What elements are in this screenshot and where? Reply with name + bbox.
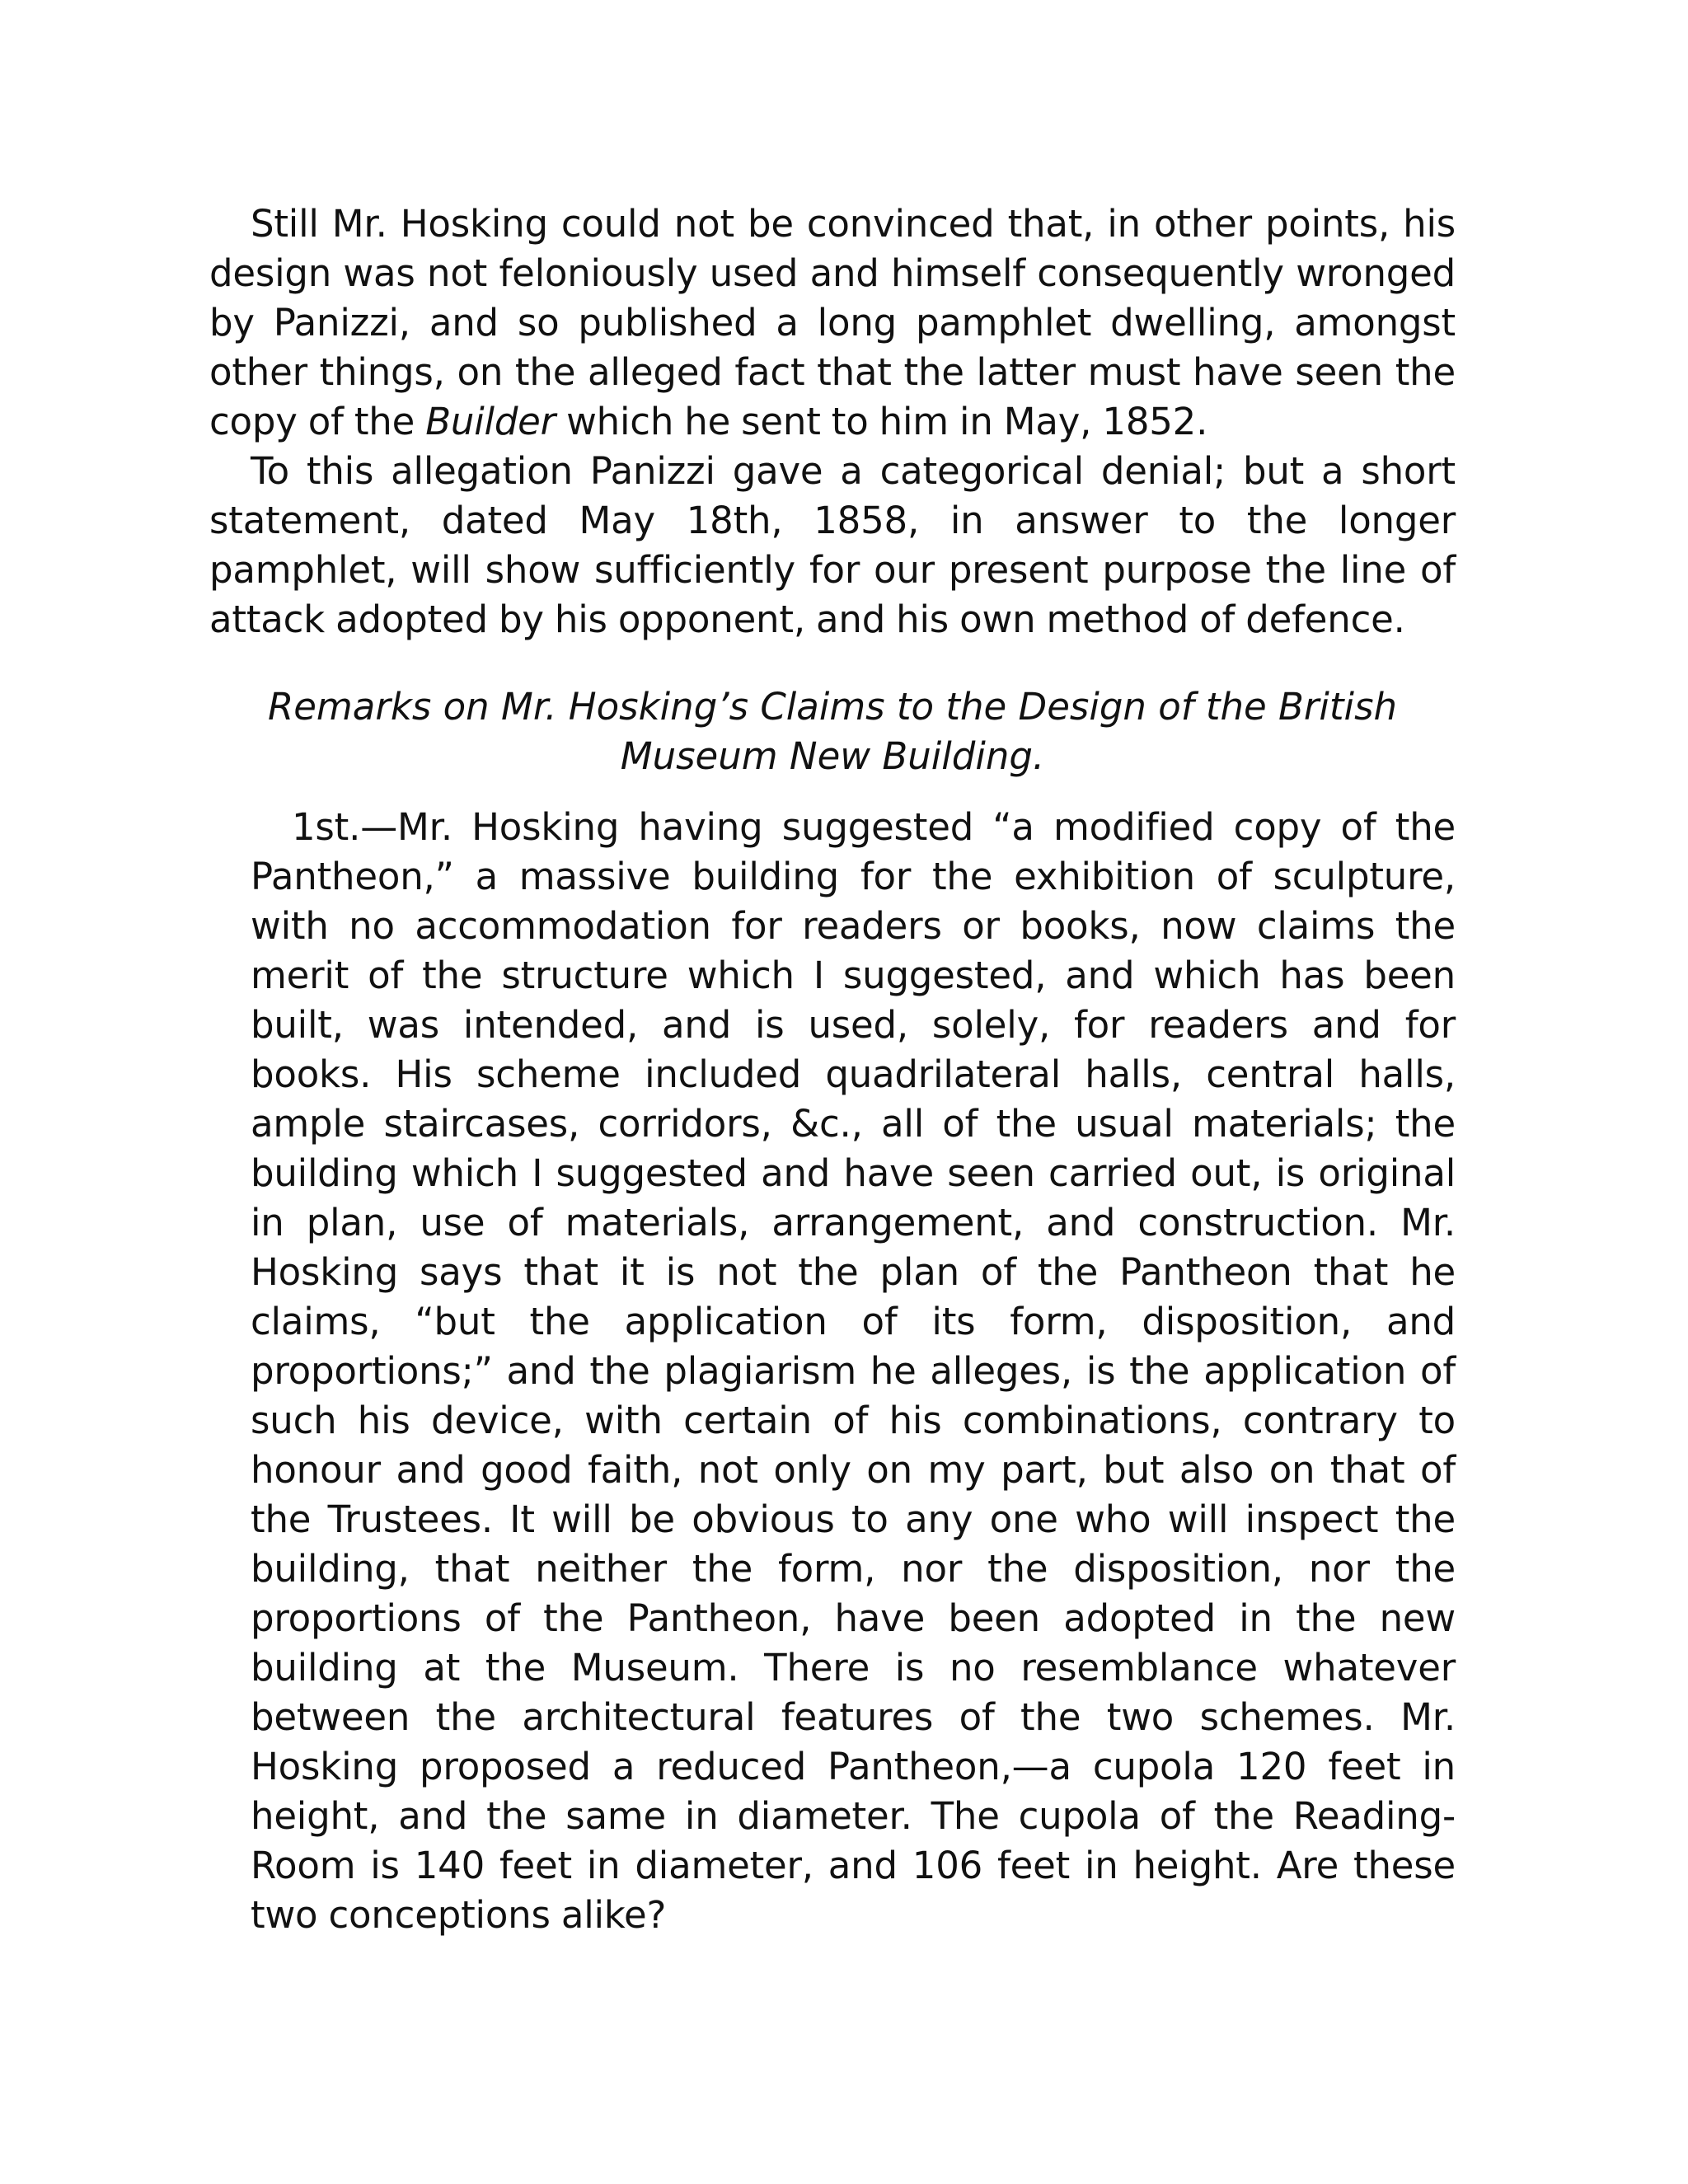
quoted-paragraph-text: 1st.—Mr. Hosking having suggested “a modified copy of the Pantheon,” a massive building for the exhibition of sculpture, with no accommodation for readers or books, now claims the merit of the structure which I suggested, and which has been built, was intended, and is used, solely, for readers and for books. His scheme included quadrilateral halls, central halls, ample staircases, corridors, &c., all of the usual materials; the building which I suggested and have seen carried out, is original in plan, use of materials, arrangement, and construction. Mr. Hosking says that it is not the plan of the Pantheon that he claims, “but the application of its form, disposition, and proportions;” and the plagiarism he alleges, is the application of such his device, with certain of his combinations, contrary to honour and good faith, not only on my part, but also on that of the Trustees. It will be obvious to any one who will inspect the building, that neither the form, nor the disposition, nor the proportions of the Pantheon, have been adopted in the new building at the Museum. There is no resemblance whatever between the architectural features of the two schemes. Mr. Hosking proposed a reduced Pantheon,—a cupola 120 feet in height, and the same in diameter. The cupola of the Reading-Room is 140 feet in diameter, and 106 feet in height. Are these two conceptions alike? [251,805,1456,1937]
quoted-remarks-paragraph [251,803,1456,1940]
paragraph-text-end: which he sent to him in May, 1852. [555,400,1208,443]
paragraph-panizzi-denial [209,447,1456,644]
remarks-heading-line-1: Remarks on Mr. Hosking’s Claims to the Design of the British [267,685,1398,729]
remarks-heading [209,682,1456,781]
builder-title: Builder [425,400,556,443]
paragraph-text: To this allegation Panizzi gave a categorical denial; but a short statement, dated May 18th, 1858, in answer to the longer pamphlet, will show sufficiently for our present purpose the line of attack adopted by his opponent, and his own method of defence. [209,449,1456,641]
remarks-heading-line-2: Museum New Building. [620,734,1045,778]
paragraph-text-start: Still Mr. Hosking could not be convinced that, in other points, his design was not feloniously used and himself consequently wronged by Panizzi, and so published a long pamphlet dwelling, amongst other things, on the alleged fact that the latter must have seen the copy of the [209,202,1456,443]
paragraph-text [209,199,1456,447]
paragraph-hosking-pamphlet [209,199,1456,447]
